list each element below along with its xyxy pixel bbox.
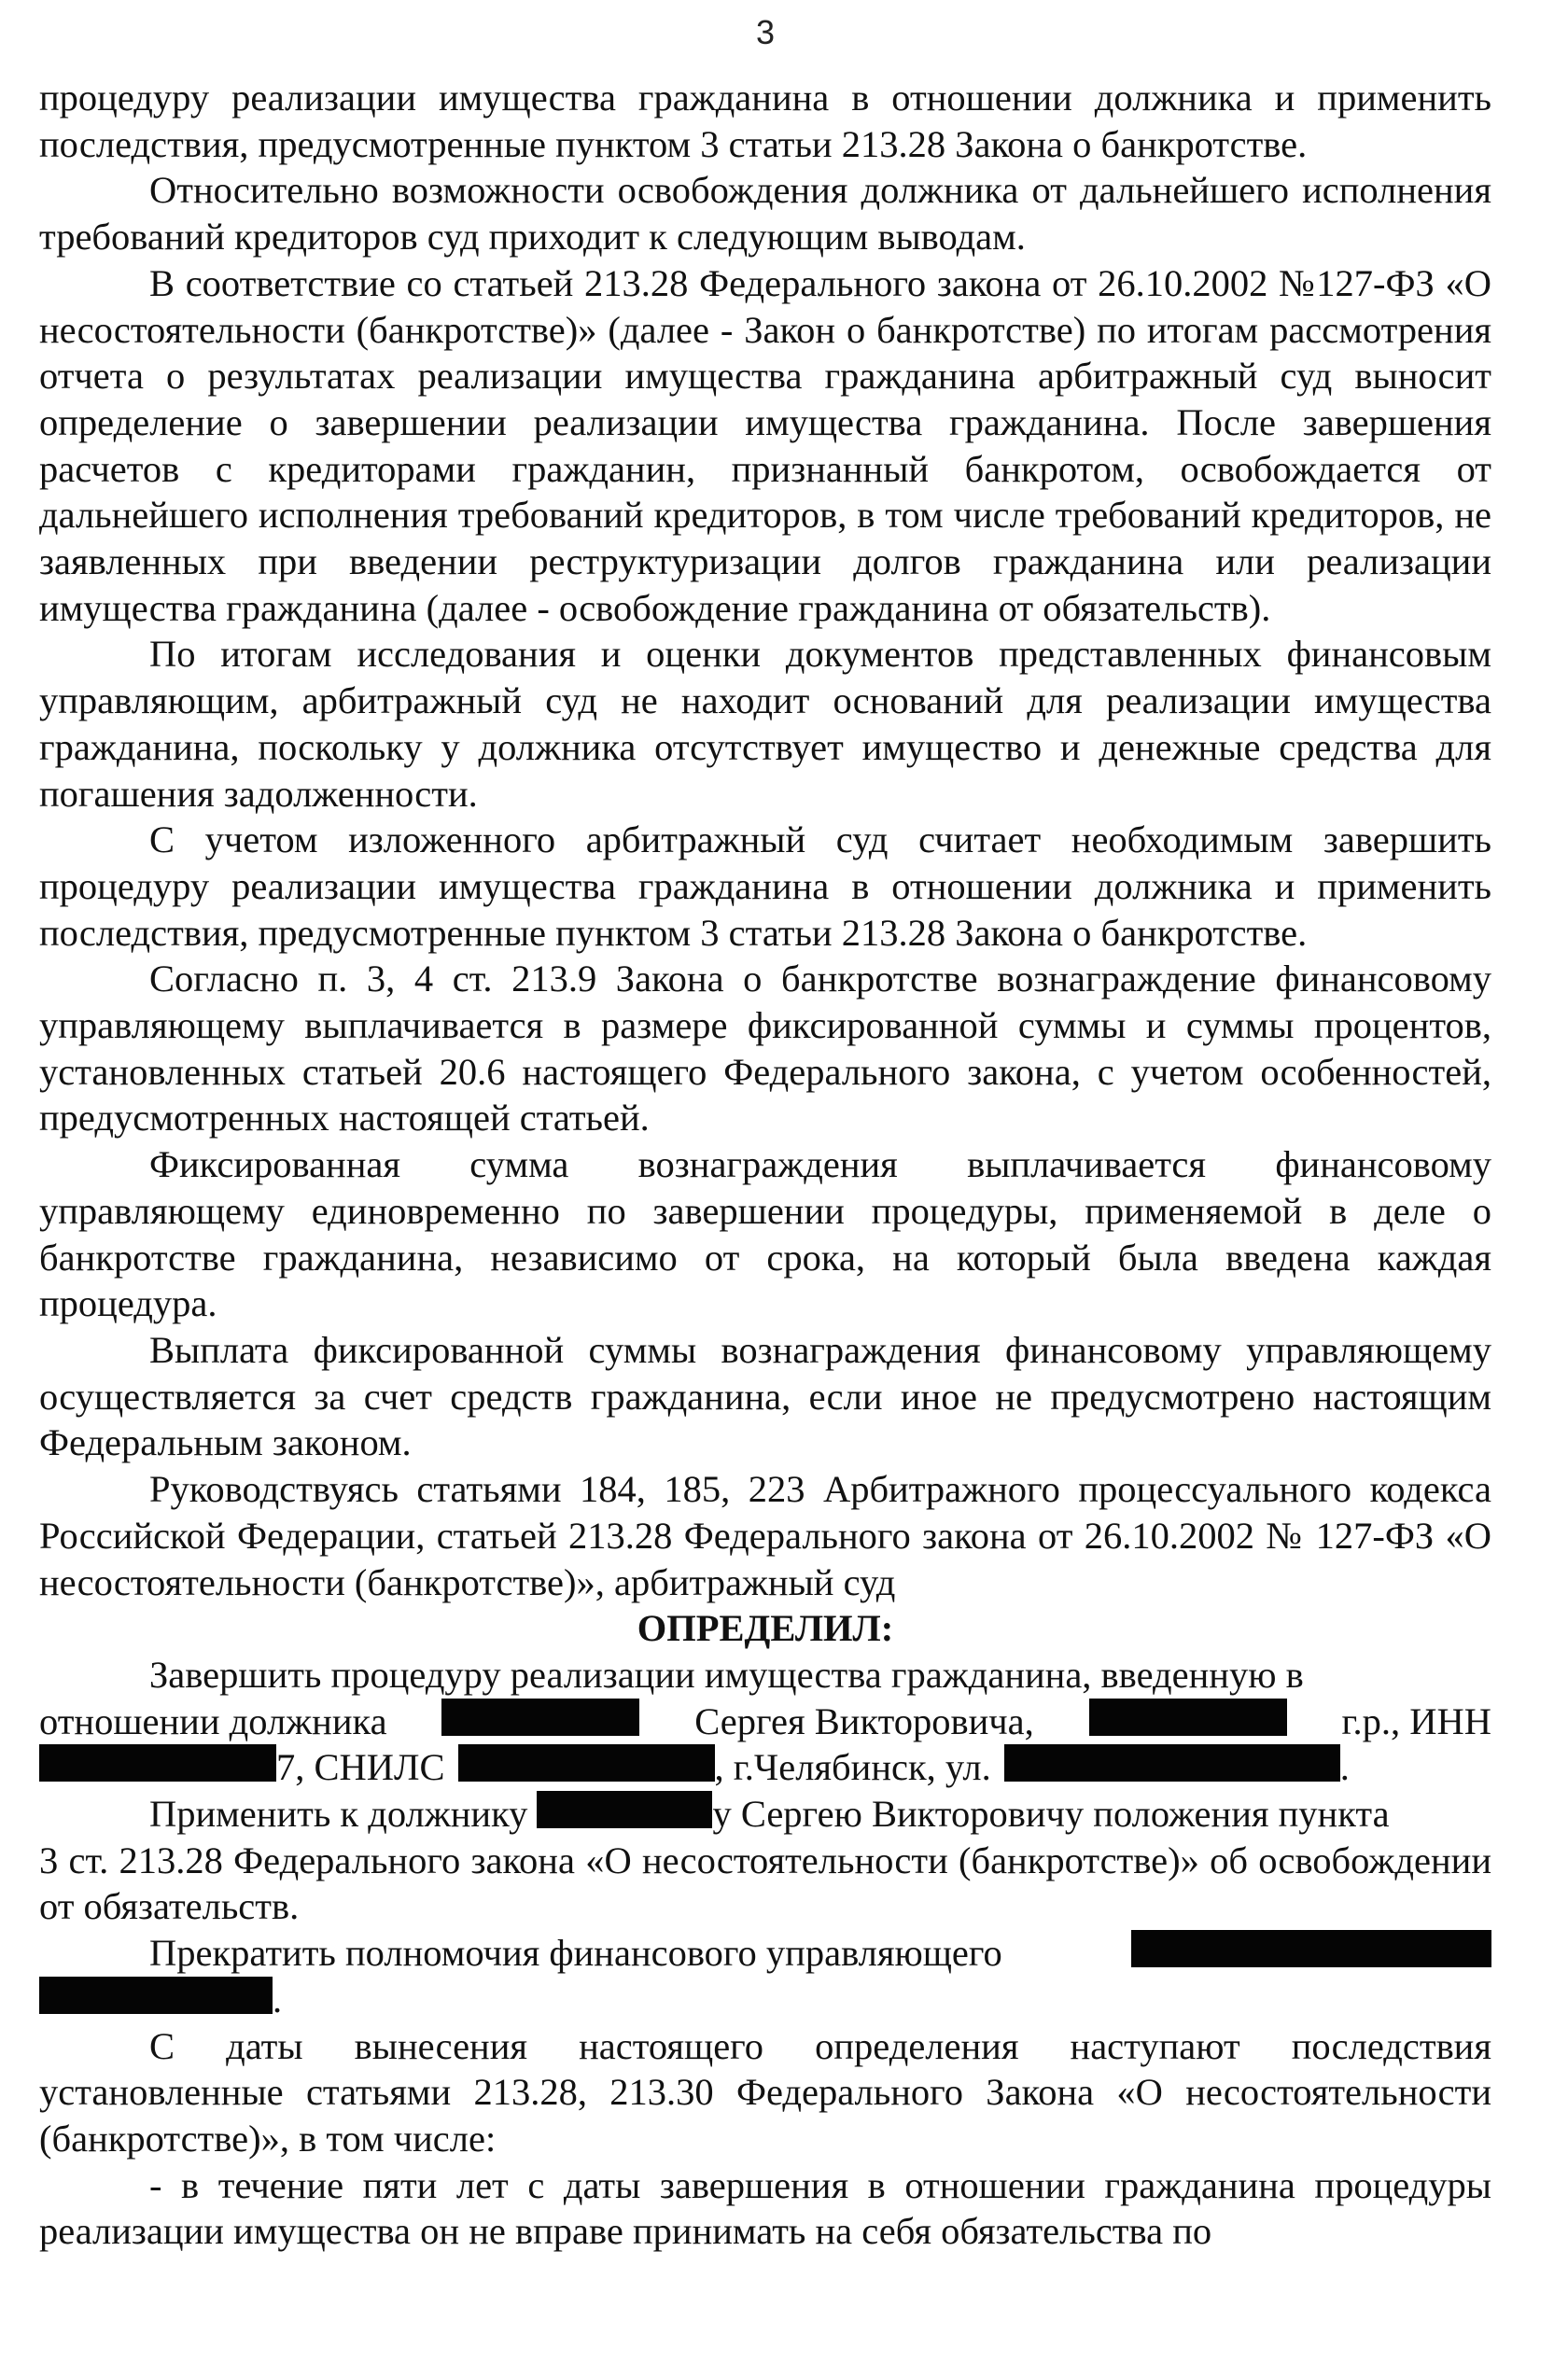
- redaction-box: [537, 1791, 712, 1828]
- paragraph-1: процедуру реализации имущества гражданина в отношении должника и применить последствия, предусмотренные пунктом 3 статьи 213.28 Закона о банкротстве.: [39, 77, 1491, 165]
- paragraph-5: С учетом изложенного арбитражный суд считает необходимым завершить процедуру реализации имущества гражданина в отношении должника и применить последствия, предусмотренные пунктом 3 статьи 213.28 Закона о банкротстве.: [39, 818, 1491, 954]
- resolution-1-text-b: Сергея Викторовича,: [694, 1699, 1034, 1742]
- paragraph-2: Относительно возможности освобождения должника от дальнейшего исполнения требований кредиторов суд приходит к следующим выводам.: [39, 169, 1491, 259]
- resolution-1-text-f: .: [1339, 1746, 1350, 1789]
- paragraph-3: В соответствие со статьей 213.28 Федерального закона от 26.10.2002 №127-ФЗ «О несостоятельности (банкротстве)» (далее - Закон о банкротстве) по итогам рассмотрения отчета о результатах реализации имущества гражданина арбитражный суд выносит определение о завершении реализации имущества гражданина. После завершения расчетов с кредиторами гражданин, признанный банкротом, освобождается от дальнейшего исполнения требований кредиторов, в том числе требований кредиторов, не заявленных при введении реструктуризации долгов гражданина или реализации имущества гражданина (далее - освобождение гражданина от обязательств).: [39, 261, 1491, 629]
- redaction-box: [441, 1699, 639, 1736]
- resolution-2-rest: 3 ст. 213.28 Федерального закона «О несостоятельности (банкротстве)» об освобождении от обязательств.: [39, 1839, 1491, 1928]
- resolution-5: - в течение пяти лет с даты завершения в отношении гражданина процедуры реализации имущества он не вправе принимать на себя обязательства по: [39, 2163, 1491, 2253]
- resolution-1-text-c: г.р., ИНН: [1341, 1699, 1491, 1742]
- resolution-2-text-a: Применить к должнику: [149, 1793, 528, 1836]
- resolution-1-line-3: [39, 1744, 1491, 1791]
- paragraph-8: Выплата фиксированной суммы вознаграждения финансовому управляющему осуществляется за счет средств гражданина, если иное не предусмотрено настоящим Федеральным законом.: [39, 1328, 1491, 1464]
- redaction-box: [39, 1977, 273, 2014]
- paragraph-7: Фиксированная сумма вознаграждения выплачивается финансовому управляющему единовременно по завершении процедуры, применяемой в деле о банкротстве гражданина, независимо от срока, на который была введена каждая процедура.: [39, 1143, 1491, 1325]
- resolution-3-line-2: [39, 1977, 1491, 2023]
- resolution-1-text-a: отношении должника: [39, 1699, 387, 1742]
- resolution-3-text-b: .: [273, 1978, 283, 2020]
- resolution-1-line-1: Завершить процедуру реализации имущества гражданина, введенную в: [149, 1653, 1304, 1696]
- redaction-box: [1089, 1699, 1287, 1736]
- redaction-box: [1131, 1930, 1491, 1967]
- resolution-1-text-e: , г.Челябинск, ул.: [714, 1746, 991, 1789]
- paragraph-9: Руководствуясь статьями 184, 185, 223 Арбитражного процессуального кодекса Российской Федерации, статьей 213.28 Федерального закона от 26.10.2002 № 127-ФЗ «О несостоятельности (банкротстве)», арбитражный суд: [39, 1468, 1491, 1603]
- ruling-heading: ОПРЕДЕЛИЛ:: [637, 1607, 894, 1650]
- document-body: [39, 75, 1491, 2255]
- resolution-3-line-1: [39, 1930, 1491, 1977]
- redaction-box: [1004, 1744, 1340, 1782]
- resolution-3-text-a: Прекратить полномочия финансового управляющего: [149, 1932, 1002, 1975]
- resolution-1-line-2: [39, 1699, 1491, 1745]
- resolution-2-line-1: [39, 1791, 1491, 1838]
- resolution-2-text-b: у Сергею Викторовичу положения пункта: [712, 1793, 1390, 1836]
- resolution-1-text-d: 7, СНИЛС: [276, 1746, 445, 1789]
- page-number: 3: [755, 13, 776, 51]
- redaction-box: [458, 1744, 715, 1782]
- paragraph-6: Согласно п. 3, 4 ст. 213.9 Закона о банкротстве вознаграждение финансовому управляющему выплачивается в размере фиксированной суммы и суммы процентов, установленных статьей 20.6 настоящего Федерального закона, с учетом особенностей, предусмотренных настоящей статьей.: [39, 958, 1491, 1140]
- resolution-4: С даты вынесения настоящего определения наступают последствия установленные статьями 213.28, 213.30 Федерального Закона «О несостоятельности (банкротстве)», в том числе:: [39, 2024, 1491, 2160]
- paragraph-4: По итогам исследования и оценки документов представленных финансовым управляющим, арбитражный суд не находит оснований для реализации имущества гражданина, поскольку у должника отсутствует имущество и денежные средства для погашения задолженности.: [39, 633, 1491, 815]
- redaction-box: [39, 1744, 276, 1782]
